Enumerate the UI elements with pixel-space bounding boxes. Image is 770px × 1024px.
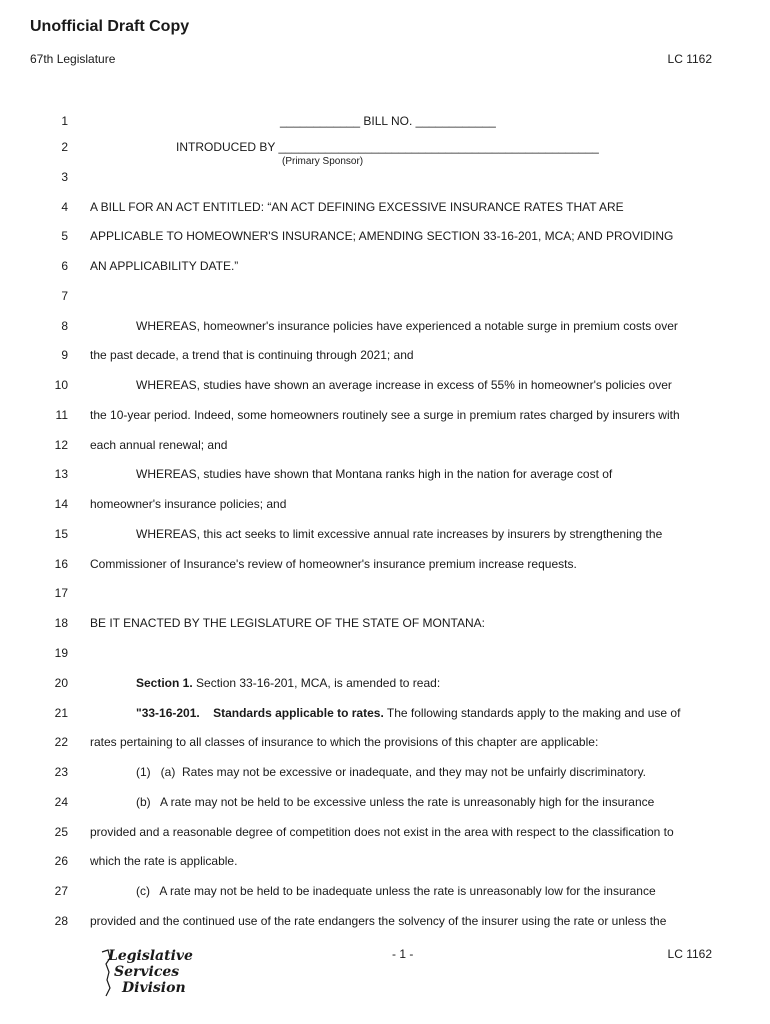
- line-8: 8 WHEREAS, homeowner's insurance policies have experienced a notable surge in premium costs over: [61, 319, 678, 333]
- statute-heading: "33-16-201. Standards applicable to rates.: [136, 706, 384, 720]
- line-27: 27 (c) A rate may not be held to be inadequate unless the rate is unreasonably low for the insurance: [54, 884, 656, 898]
- line-11: 11 the 10-year period. Indeed, some homeowners routinely see a surge in premium rates charged by insurers with: [55, 408, 680, 422]
- line-13: 13 WHEREAS, studies have shown that Montana ranks high in the nation for average cost of: [54, 467, 613, 481]
- draft-title: Unofficial Draft Copy: [30, 18, 190, 35]
- line-3: 3: [61, 170, 68, 184]
- lc-number-bottom: LC 1162: [667, 947, 712, 961]
- line-19: 19: [54, 646, 68, 660]
- line-18: 18 BE IT ENACTED BY THE LEGISLATURE OF THE STATE OF MONTANA:: [54, 616, 485, 630]
- section-heading: Section 1.: [136, 676, 193, 690]
- lc-number-top: LC 1162: [667, 52, 712, 66]
- page-number: - 1 -: [392, 947, 414, 961]
- line-14: 14 homeowner's insurance policies; and: [54, 497, 287, 511]
- line-15: 15 WHEREAS, this act seeks to limit excessive annual rate increases by insurers by strengthening the: [54, 527, 663, 541]
- line-25: 25 provided and a reasonable degree of competition does not exist in the area with respect to the classification to: [54, 825, 674, 839]
- line-1: 1 ____________ BILL NO. ____________: [61, 114, 496, 128]
- line-28: 28 provided and the continued use of the rate endangers the solvency of the insurer using the rate or unless the: [54, 914, 667, 928]
- line-5: 5 APPLICABLE TO HOMEOWNER'S INSURANCE; AMENDING SECTION 33-16-201, MCA; AND PROVIDING: [61, 229, 674, 243]
- primary-sponsor-note: (Primary Sponsor): [282, 156, 364, 167]
- line-24: 24 (b) A rate may not be held to be excessive unless the rate is unreasonably high for the insurance: [54, 795, 655, 809]
- line-21: 21 "33-16-201. Standards applicable to rates. The following standards apply to the making and use of: [54, 706, 681, 720]
- logo-line-3: Division: [122, 980, 186, 996]
- line-26: 26 which the rate is applicable.: [54, 854, 238, 868]
- legislative-services-division-logo: [100, 946, 193, 998]
- line-10: 10 WHEREAS, studies have shown an average increase in excess of 55% in homeowner's policies over: [54, 378, 672, 392]
- logo-line-2: Services: [114, 964, 180, 980]
- legislature-label: 67th Legislature: [30, 52, 116, 66]
- line-6: 6 AN APPLICABILITY DATE.”: [61, 259, 239, 273]
- line-4: 4 A BILL FOR AN ACT ENTITLED: “AN ACT DEFINING EXCESSIVE INSURANCE RATES THAT ARE: [61, 200, 624, 214]
- line-9: 9 the past decade, a trend that is continuing through 2021; and: [61, 348, 414, 362]
- line-20: 20 Section 1. Section 33-16-201, MCA, is amended to read:: [54, 676, 441, 690]
- line-16: 16 Commissioner of Insurance's review of homeowner's insurance premium increase requests.: [54, 557, 577, 571]
- line-23: 23 (1) (a) Rates may not be excessive or inadequate, and they may not be unfairly discriminatory.: [54, 765, 647, 779]
- line-17: 17: [54, 586, 68, 600]
- line-2: 2 INTRODUCED BY ________________________________________________: [61, 140, 599, 154]
- line-22: 22 rates pertaining to all classes of insurance to which the provisions of this chapter are applicable:: [54, 735, 599, 749]
- line-7: 7: [61, 289, 68, 303]
- logo-line-1: Legislative: [108, 948, 193, 964]
- line-12: 12 each annual renewal; and: [54, 438, 228, 452]
